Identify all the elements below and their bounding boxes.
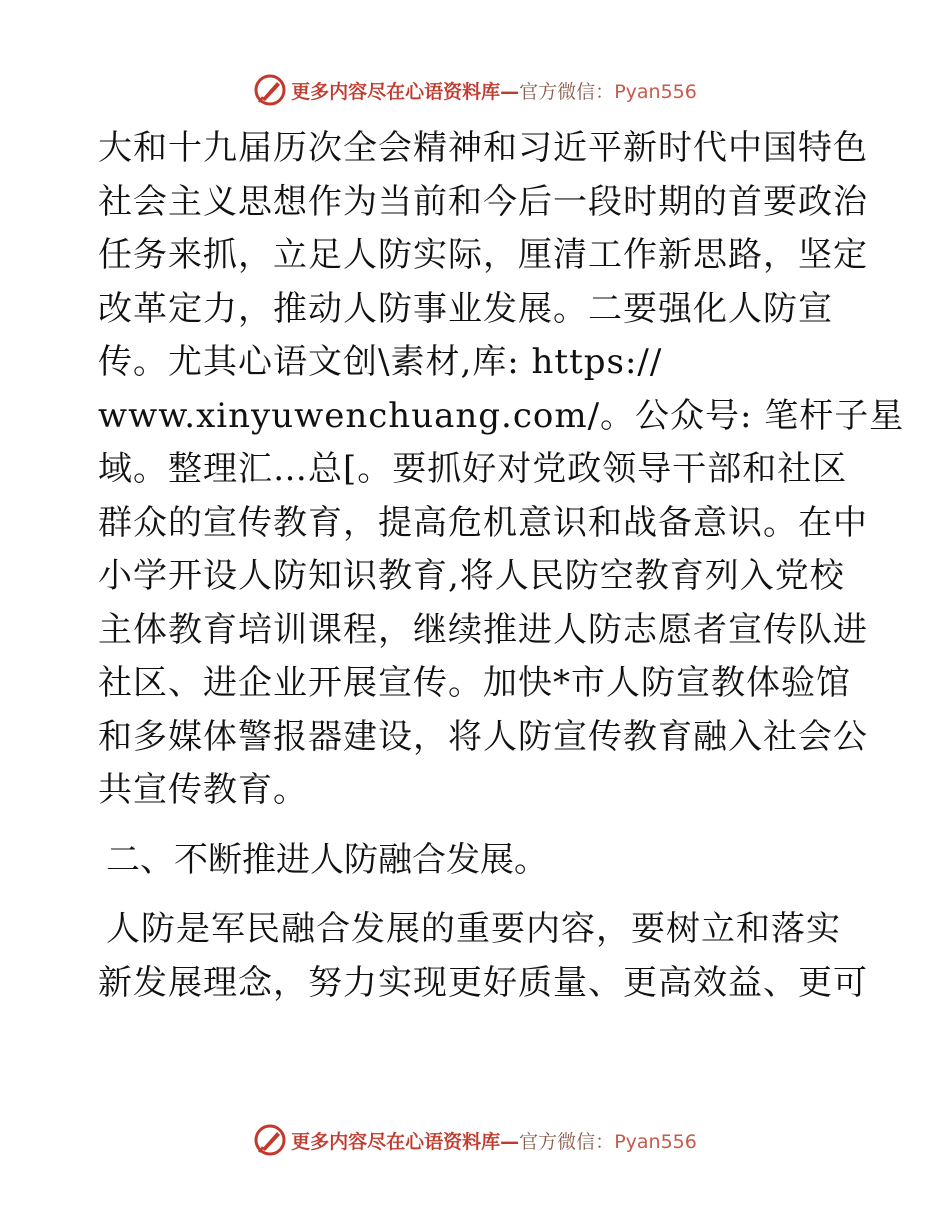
header-banner-text: [291, 77, 697, 104]
text-line: 社区、进企业开展宣传。加快*市人防宣教体验馆: [98, 663, 851, 703]
text-line: www.xinyuwenchuang.com/。公众号: 笔杆子星: [98, 395, 905, 436]
text-line: 大和十九届历次全会精神和习近平新时代中国特色: [98, 128, 868, 168]
text-line: 任务来抓，立足人防实际，厘清工作新思路，坚定: [98, 235, 868, 275]
quill-pen-logo-icon: [253, 73, 287, 107]
text-line: 主体教育培训课程，继续推进人防志愿者宣传队进: [98, 609, 868, 650]
footer-banner-text: [291, 1127, 697, 1154]
header-library-text: 更多内容尽在心语资料库—: [291, 80, 520, 103]
text-line: 共宣传教育。: [98, 770, 308, 810]
document-body: [98, 122, 905, 1010]
header-official-label: 官方微信：: [519, 80, 615, 103]
header-wechat-id: Pyan556: [614, 80, 697, 103]
text-line: 群众的宣传教育，提高危机意识和战备意识。在中: [98, 502, 868, 543]
text-line: 小学开设人防知识教育,将人民防空教育列入党校: [98, 556, 845, 596]
text-line: 改革定力，推动人防事业发展。二要强化人防宣: [98, 288, 833, 329]
paragraph-2: [98, 903, 868, 1010]
footer-library-text: 更多内容尽在心语资料库—: [291, 1130, 520, 1153]
section-heading: 二、不断推进人防融合发展。: [106, 839, 548, 880]
footer-wechat-id: Pyan556: [614, 1130, 697, 1153]
footer-official-label: 官方微信：: [519, 1130, 615, 1153]
text-line: 和多媒体警报器建设，将人防宣传教育融入社会公: [98, 716, 868, 757]
paragraph-1: [98, 122, 905, 818]
text-line: 人防是军民融合发展的重要内容，要树立和落实: [106, 909, 841, 949]
text-line: 社会主义思想作为当前和今后一段时期的首要政治: [98, 181, 868, 222]
text-line: 新发展理念，努力实现更好质量、更高效益、更可: [98, 962, 868, 1003]
header-banner: [0, 70, 950, 110]
text-line: 域。整理汇…总[。要抓好对党政领导干部和社区: [98, 449, 848, 489]
text-line: 传。尤其心语文创\素材,库: https://: [98, 342, 663, 382]
quill-pen-logo-icon: [253, 1123, 287, 1157]
footer-banner: [0, 1120, 950, 1160]
